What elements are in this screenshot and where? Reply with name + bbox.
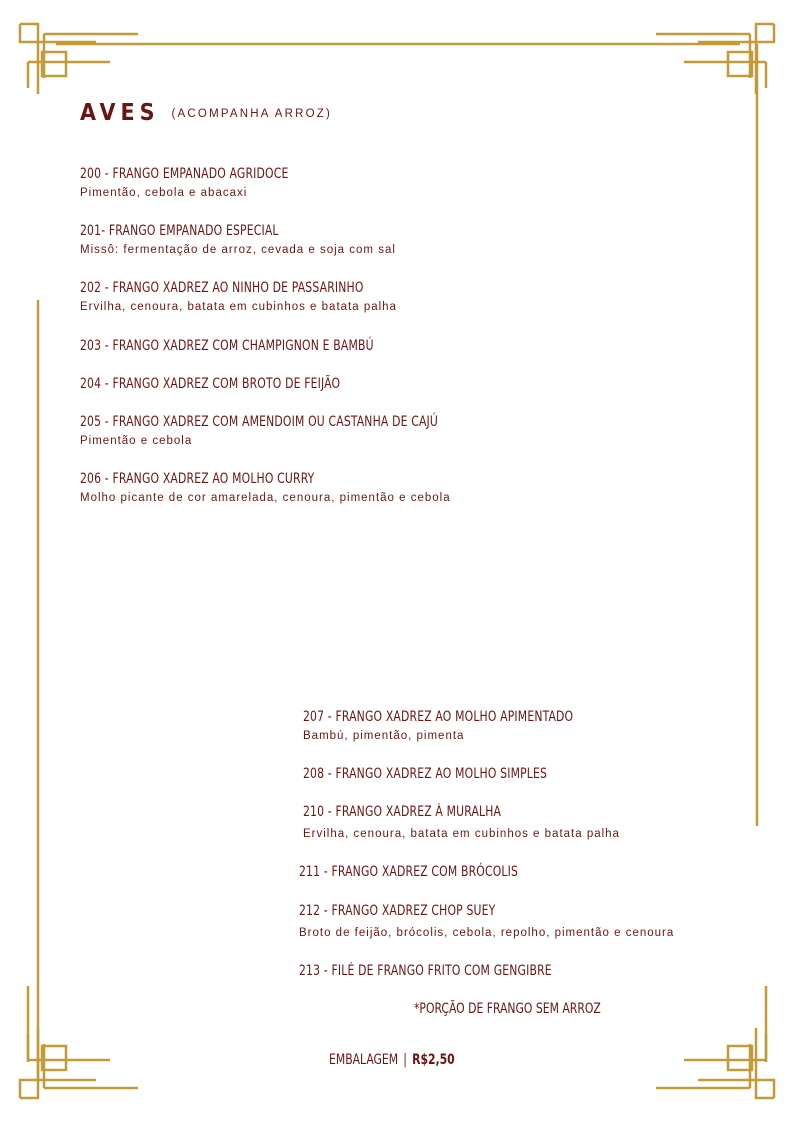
menu-item-title: 206 - FRANGO XADREZ AO MOLHO CURRY (80, 471, 315, 487)
menu-item-title: 202 - FRANGO XADREZ AO NINHO DE PASSARINHO (80, 280, 364, 296)
packaging-label: EMBALAGEM (329, 1052, 399, 1068)
menu-item (303, 709, 617, 742)
menu-item-title: 211 - FRANGO XADREZ COM BRÓCOLIS (299, 864, 519, 880)
menu-item-title: 200 - FRANGO EMPANADO AGRIDOCE (80, 166, 289, 182)
packaging-price: R$2,50 (412, 1052, 455, 1068)
section-subtitle: (ACOMPANHA ARROZ) (171, 108, 333, 120)
menu-item (303, 804, 620, 840)
menu-item (80, 414, 496, 447)
menu-item-description: Bambú, pimentão, pimenta (303, 730, 465, 742)
menu-item (80, 338, 421, 354)
menu-item-description: Ervilha, cenoura, batata em cubinhos e batata palha (80, 301, 397, 313)
menu-item-title: 210 - FRANGO XADREZ À MURALHA (303, 804, 502, 820)
menu-item-title: 201- FRANGO EMPANADO ESPECIAL (80, 223, 279, 239)
section-title: AVES (80, 100, 160, 126)
menu-item-title: 204 - FRANGO XADREZ COM BROTO DE FEIJÃO (80, 376, 341, 392)
menu-item-title: 207 - FRANGO XADREZ AO MOLHO APIMENTADO (303, 709, 574, 725)
menu-item (299, 963, 593, 979)
menu-item-title: 203 - FRANGO XADREZ COM CHAMPIGNON E BAMBÚ (80, 338, 374, 354)
menu-item (299, 903, 674, 939)
menu-item (303, 766, 587, 782)
section-heading (80, 100, 332, 126)
menu-item (299, 864, 554, 880)
menu-item-title: 212 - FRANGO XADREZ CHOP SUEY (299, 903, 496, 919)
menu-item-description: Pimentão, cebola e abacaxi (80, 187, 248, 199)
menu-item (80, 223, 396, 256)
menu-item-description: Pimentão e cebola (80, 435, 193, 447)
menu-item-title: 208 - FRANGO XADREZ AO MOLHO SIMPLES (303, 766, 548, 782)
menu-item (80, 280, 410, 313)
menu-item (80, 376, 383, 392)
menu-item (80, 166, 322, 199)
menu-item-description: Broto de feijão, brócolis, cebola, repolho, pimentão e cenoura (299, 927, 675, 939)
menu-item-title: 205 - FRANGO XADREZ COM AMENDOIM OU CASTANHA DE CAJÚ (80, 414, 439, 430)
menu-item-description: Missô: fermentação de arroz, cevada e soja com sal (80, 244, 396, 256)
packaging-separator: | (403, 1052, 407, 1068)
menu-item-description: Molho picante de cor amarelada, cenoura, pimentão e cebola (80, 492, 451, 504)
packaging-fee (329, 1052, 455, 1068)
menu-item (80, 471, 451, 504)
menu-item-title: 213 - FILÉ DE FRANGO FRITO COM GENGIBRE (299, 963, 552, 979)
portion-note: *PORÇÃO DE FRANGO SEM ARROZ (414, 1001, 601, 1017)
menu-item-description: Ervilha, cenoura, batata em cubinhos e batata palha (303, 828, 620, 840)
